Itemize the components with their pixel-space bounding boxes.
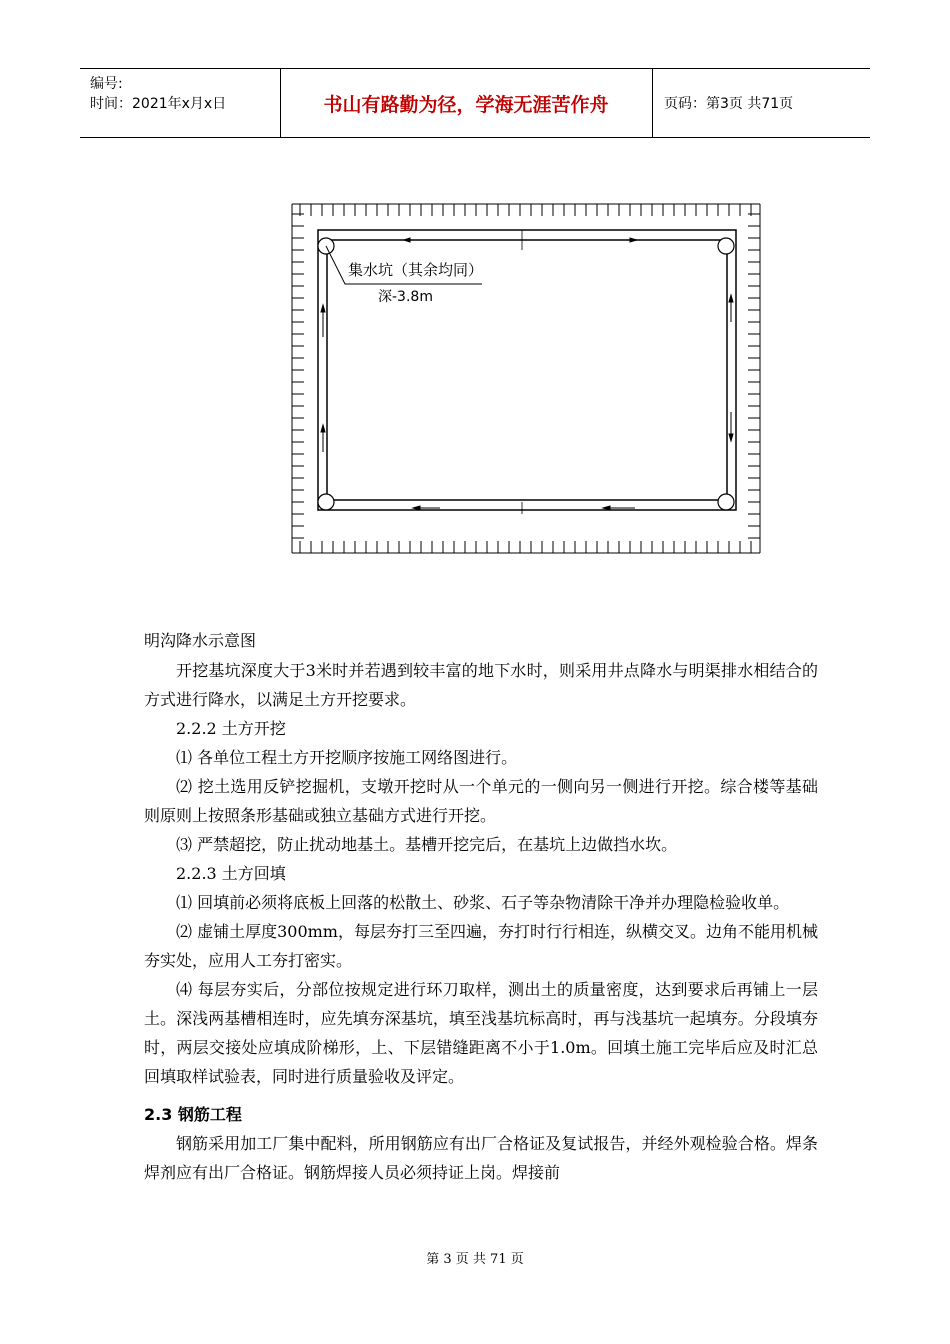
section-2-2-2-item-2: ⑵ 挖土选用反铲挖掘机，支墩开挖时从一个单元的一侧向另一侧进行开挖。综合楼等基础则原则上按照条形基础或独立基础方式进行开挖。 bbox=[144, 777, 818, 825]
depth-label: 深-3.8m bbox=[378, 289, 433, 305]
number-label: 编号: bbox=[90, 76, 123, 92]
header-meta bbox=[80, 69, 281, 137]
sump-pit-top-right bbox=[718, 238, 734, 254]
section-2-2-2-item-3: ⑶ 严禁超挖，防止扰动地基土。基槽开挖完后，在基坑上边做挡水坎。 bbox=[176, 835, 678, 854]
section-2-2-2-title: 2.2.2 土方开挖 bbox=[176, 719, 286, 738]
figure-caption: 明沟降水示意图 bbox=[144, 631, 257, 650]
pit-label: 集水坑（其余均同） bbox=[348, 261, 484, 279]
header-page-info: 页码：第3页 共71页 bbox=[664, 96, 794, 112]
page-header bbox=[80, 68, 870, 138]
section-2-2-3-item-1: ⑴ 回填前必须将底板上回落的松散土、砂浆、石子等杂物清除干净并办理隐检验收单。 bbox=[176, 893, 790, 912]
section-2-2-3-item-4: ⑷ 每层夯实后，分部位按规定进行环刀取样，测出土的质量密度，达到要求后再铺上一层土。深浅两基槽相连时，应先填夯深基坑，填至浅基坑标高时，再与浅基坑一起填夯。分段填夯时，两层交接处应填成阶梯形，上、下层错缝距离不小于1.0m。回填土施工完毕后应及时汇总回填取样试验表，同时进行质量验收及评定。 bbox=[144, 980, 818, 1086]
page-footer: 第 3 页 共 71 页 bbox=[426, 1252, 524, 1267]
section-2-3-heading: 2.3 钢筋工程 bbox=[144, 1105, 242, 1124]
header-motto: 书山有路勤为径，学海无涯苦作舟 bbox=[280, 69, 653, 137]
section-2-2-3-title: 2.2.3 土方回填 bbox=[176, 864, 286, 883]
section-2-2-3-item-2: ⑵ 虚铺土厚度300mm，每层夯打三至四遍，夯打时行行相连，纵横交叉。边角不能用机械夯实处，应用人工夯打密实。 bbox=[144, 922, 818, 970]
sump-pit-bottom-left bbox=[318, 494, 334, 510]
paragraph-dewatering: 开挖基坑深度大于3米时并若遇到较丰富的地下水时，则采用井点降水与明渠排水相结合的方式进行降水，以满足土方开挖要求。 bbox=[144, 661, 818, 709]
sump-pit-bottom-right bbox=[718, 494, 734, 510]
drainage-diagram bbox=[290, 202, 762, 555]
inner-ditch-boundary bbox=[327, 240, 727, 500]
time-label: 时间：2021年x月x日 bbox=[90, 96, 227, 112]
paragraph-rebar: 钢筋采用加工厂集中配料，所用钢筋应有出厂合格证及复试报告，并经外观检验合格。焊条焊剂应有出厂合格证。钢筋焊接人员必须持证上岗。焊接前 bbox=[144, 1134, 818, 1182]
body-text bbox=[144, 656, 818, 1187]
section-2-2-2-item-1: ⑴ 各单位工程土方开挖顺序按施工网络图进行。 bbox=[176, 748, 518, 767]
